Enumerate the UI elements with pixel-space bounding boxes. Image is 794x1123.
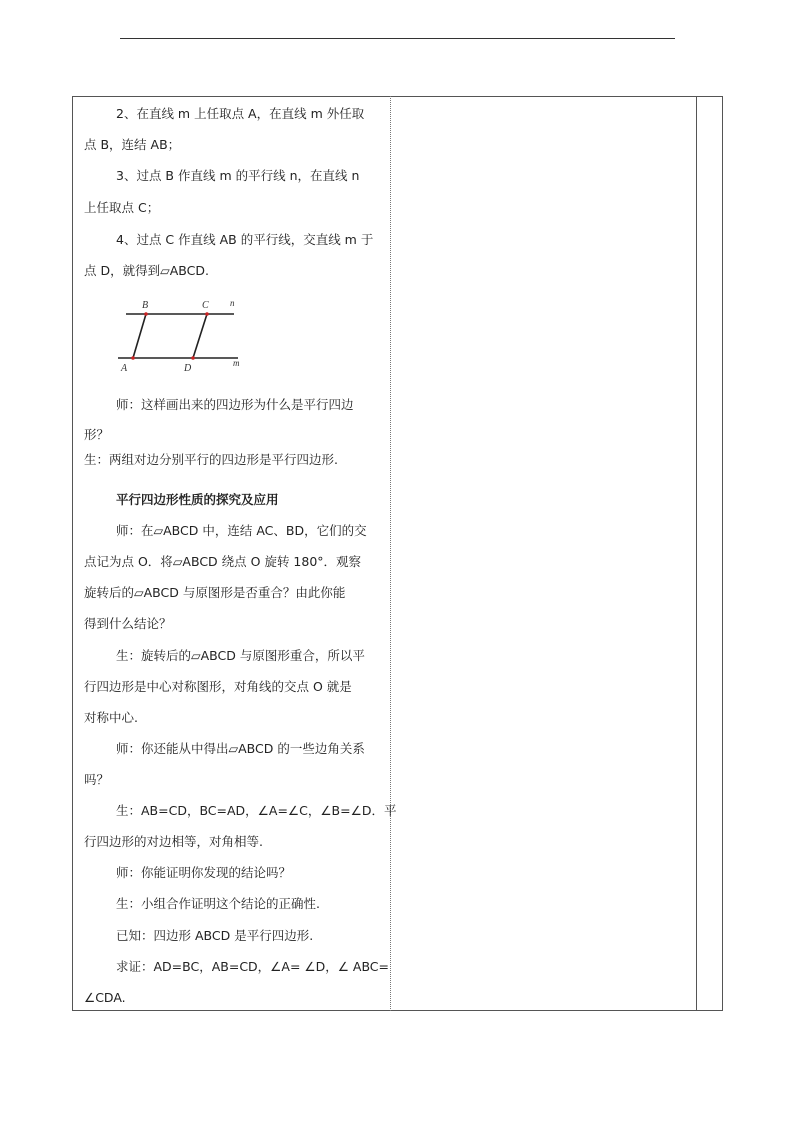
text-line: 上任取点 C； xyxy=(84,200,160,215)
text-line: 行四边形的对边相等，对角相等. xyxy=(84,834,263,849)
segment-ab xyxy=(133,314,146,358)
point-c xyxy=(205,312,209,316)
point-d xyxy=(191,356,195,360)
text-line: 生：旋转后的▱ABCD 与原图形重合，所以平 xyxy=(116,648,365,663)
label-n: n xyxy=(230,298,235,308)
text-line: 师：你能证明你发现的结论吗？ xyxy=(116,865,292,880)
label-m: m xyxy=(233,358,240,368)
text-line: 点记为点 O．将▱ABCD 绕点 O 旋转 180°．观察 xyxy=(84,554,362,569)
column-divider-1 xyxy=(390,96,391,1011)
label-c: C xyxy=(202,300,209,311)
column-divider-2 xyxy=(696,96,697,1011)
text-line: 求证：AD=BC，AB=CD，∠A= ∠D，∠ ABC= xyxy=(116,959,390,974)
text-line: 师：在▱ABCD 中，连结 AC、BD，它们的交 xyxy=(116,523,367,538)
label-d: D xyxy=(184,363,192,373)
text-line: 师：你还能从中得出▱ABCD 的一些边角关系 xyxy=(116,741,365,756)
text-line: 点 D，就得到▱ABCD. xyxy=(84,263,209,278)
point-b xyxy=(144,312,148,316)
text-line: ∠CDA. xyxy=(84,990,126,1005)
header-rule xyxy=(120,38,675,39)
text-line: 点 B，连结 AB； xyxy=(84,137,181,152)
text-line: 师：这样画出来的四边形为什么是平行四边 xyxy=(116,397,354,412)
text-line: 2、在直线 m 上任取点 A，在直线 m 外任取 xyxy=(116,106,365,121)
point-a xyxy=(131,356,135,360)
parallelogram-figure xyxy=(116,297,246,373)
text-line: 生：两组对边分别平行的四边形是平行四边形. xyxy=(84,452,338,467)
section-heading: 平行四边形性质的探究及应用 xyxy=(116,492,279,507)
text-line: 对称中心. xyxy=(84,710,138,725)
text-line: 形？ xyxy=(84,427,110,442)
label-b: B xyxy=(142,300,149,311)
text-line: 3、过点 B 作直线 m 的平行线 n，在直线 n xyxy=(116,168,360,183)
label-a: A xyxy=(121,363,128,373)
text-line: 4、过点 C 作直线 AB 的平行线，交直线 m 于 xyxy=(116,232,374,247)
segment-cd xyxy=(193,314,207,358)
text-line: 得到什么结论？ xyxy=(84,616,172,631)
text-line: 行四边形是中心对称图形，对角线的交点 O 就是 xyxy=(84,679,352,694)
text-line: 生：小组合作证明这个结论的正确性. xyxy=(116,896,320,911)
text-line: 生：AB=CD，BC=AD，∠A=∠C，∠B=∠D．平 xyxy=(116,803,397,818)
text-line: 已知：四边形 ABCD 是平行四边形. xyxy=(116,928,314,943)
text-line: 旋转后的▱ABCD 与原图形是否重合？由此你能 xyxy=(84,585,346,600)
text-line: 吗？ xyxy=(84,772,110,787)
